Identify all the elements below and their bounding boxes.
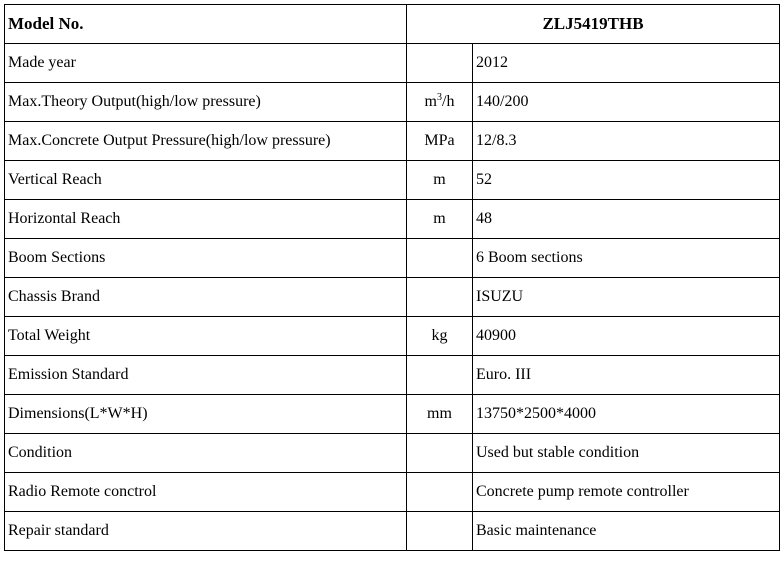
table-row bbox=[5, 122, 780, 161]
unit-base: m bbox=[424, 93, 437, 110]
unit-cell: kg bbox=[407, 317, 473, 356]
table-row bbox=[5, 200, 780, 239]
value-cell: 13750*2500*4000 bbox=[473, 395, 780, 434]
param-label: Repair standard bbox=[5, 512, 407, 551]
table-row bbox=[5, 395, 780, 434]
spec-table bbox=[4, 4, 780, 551]
value-cell: 140/200 bbox=[473, 83, 780, 122]
param-label: Dimensions(L*W*H) bbox=[5, 395, 407, 434]
param-label: Vertical Reach bbox=[5, 161, 407, 200]
table-row bbox=[5, 239, 780, 278]
value-cell: 12/8.3 bbox=[473, 122, 780, 161]
unit-cell bbox=[407, 83, 473, 122]
unit-cell: m bbox=[407, 161, 473, 200]
param-label: Emission Standard bbox=[5, 356, 407, 395]
table-row bbox=[5, 44, 780, 83]
table-row bbox=[5, 83, 780, 122]
value-cell: 2012 bbox=[473, 44, 780, 83]
value-cell: Basic maintenance bbox=[473, 512, 780, 551]
param-label: Max.Theory Output(high/low pressure) bbox=[5, 83, 407, 122]
unit-cell bbox=[407, 44, 473, 83]
value-cell: 48 bbox=[473, 200, 780, 239]
unit-cell bbox=[407, 356, 473, 395]
param-label: Horizontal Reach bbox=[5, 200, 407, 239]
param-label: Radio Remote conctrol bbox=[5, 473, 407, 512]
unit-cell: MPa bbox=[407, 122, 473, 161]
value-cell: 40900 bbox=[473, 317, 780, 356]
table-row bbox=[5, 278, 780, 317]
table-row bbox=[5, 317, 780, 356]
value-cell: 6 Boom sections bbox=[473, 239, 780, 278]
param-label: Chassis Brand bbox=[5, 278, 407, 317]
param-label: Max.Concrete Output Pressure(high/low pressure) bbox=[5, 122, 407, 161]
unit-cell bbox=[407, 473, 473, 512]
table-row bbox=[5, 512, 780, 551]
param-label: Condition bbox=[5, 434, 407, 473]
param-label: Total Weight bbox=[5, 317, 407, 356]
unit-cell bbox=[407, 434, 473, 473]
value-cell: Concrete pump remote controller bbox=[473, 473, 780, 512]
param-label: Boom Sections bbox=[5, 239, 407, 278]
unit-superscript: 3 bbox=[437, 92, 442, 103]
value-cell: 52 bbox=[473, 161, 780, 200]
unit-cell bbox=[407, 278, 473, 317]
table-row bbox=[5, 434, 780, 473]
unit-cell: m bbox=[407, 200, 473, 239]
unit-cell: mm bbox=[407, 395, 473, 434]
model-label: Model No. bbox=[5, 5, 407, 44]
table-row bbox=[5, 161, 780, 200]
table-row bbox=[5, 356, 780, 395]
unit-tail: /h bbox=[442, 93, 455, 110]
table-row bbox=[5, 473, 780, 512]
unit-cell bbox=[407, 512, 473, 551]
value-cell: Euro. III bbox=[473, 356, 780, 395]
unit-cell bbox=[407, 239, 473, 278]
table-header-row bbox=[5, 5, 780, 44]
param-label: Made year bbox=[5, 44, 407, 83]
value-cell: Used but stable condition bbox=[473, 434, 780, 473]
value-cell: ISUZU bbox=[473, 278, 780, 317]
model-value: ZLJ5419THB bbox=[407, 5, 780, 44]
